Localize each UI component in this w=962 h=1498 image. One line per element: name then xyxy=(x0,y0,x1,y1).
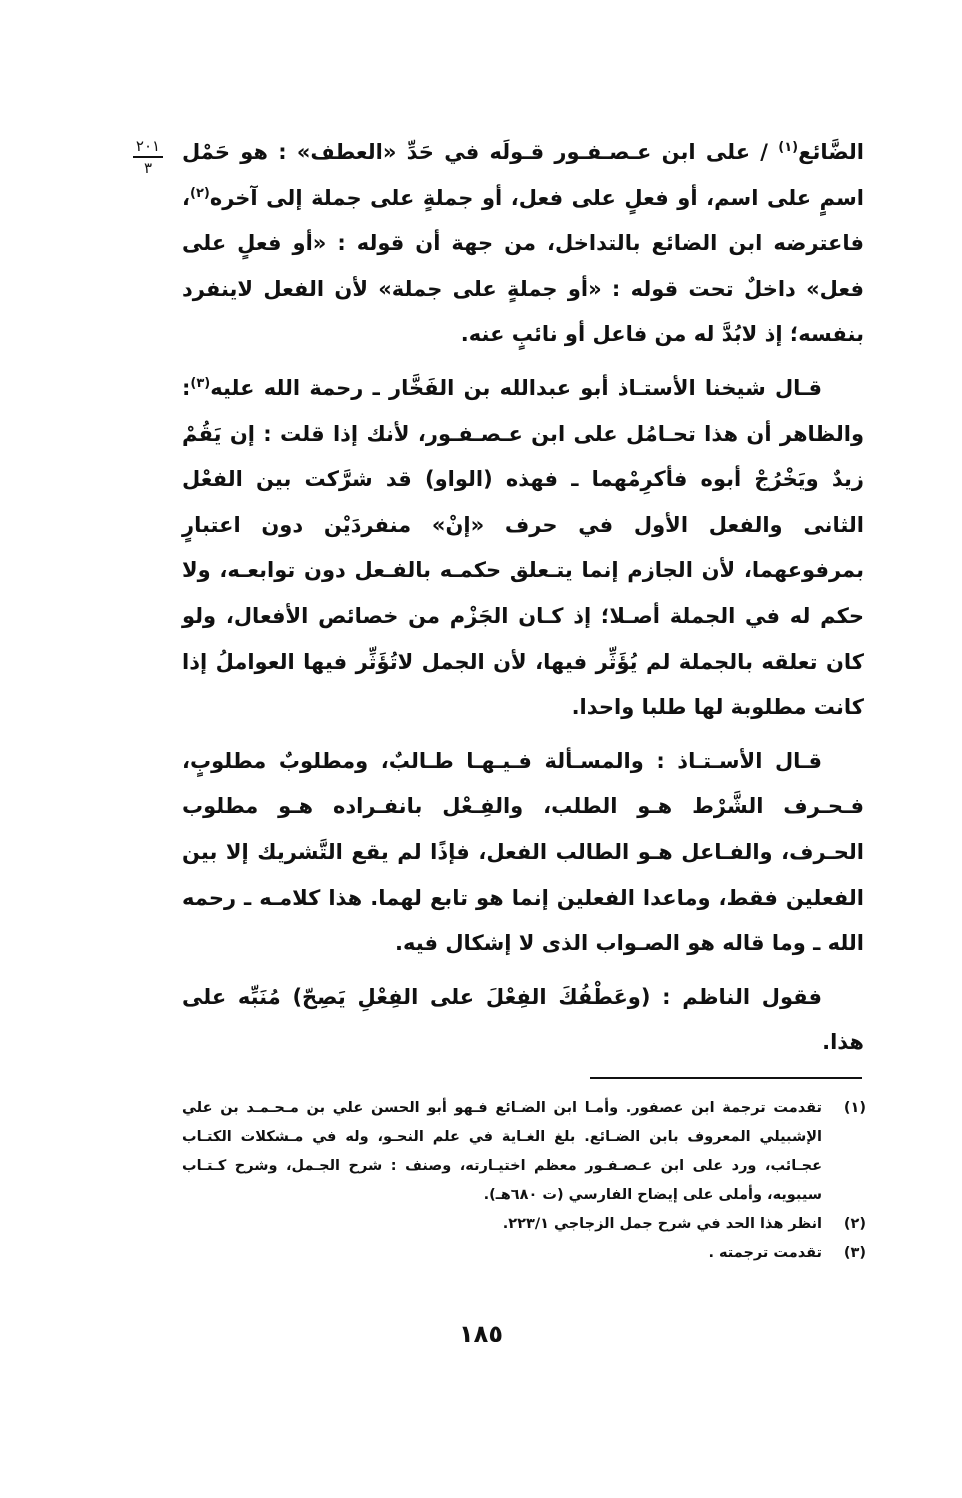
footnote-2 xyxy=(182,1210,866,1239)
paragraph-1-part-2: / على ابن عـصـفـور قـولَه في حَدِّ «العطف» : هو حَمْل اسمٍ على اسم، أو فعلٍ على فعل، أو جملةٍ على جملة إلى آخره xyxy=(182,140,864,210)
margin-reference-rule xyxy=(133,156,163,158)
footnote-2-text: انظر هذا الحد في شرح جمل الزجاجي ٢٢٣/١. xyxy=(502,1216,822,1232)
paragraph-1 xyxy=(182,130,864,358)
margin-reference xyxy=(128,138,168,176)
footnote-ref-2: (٢) xyxy=(189,185,210,201)
paragraph-1-part-1: الضَّائع xyxy=(798,140,864,164)
paragraph-4: فقول الناظم : (وعَطْفُكَ الفِعْلَ على الفِعْلِ يَصِحّ) مُنَبِّه على هذا. xyxy=(182,984,864,1055)
footnote-ref-3: (٣) xyxy=(190,375,211,391)
margin-reference-page: ٢٠١ xyxy=(135,137,161,155)
footnote-3-number: (٣) xyxy=(843,1245,866,1261)
paragraph-2-part-1: قـال شيخنا الأستـاذ أبو عبدالله بن الفَخَّار ـ رحمة الله عليه xyxy=(210,375,822,400)
paragraph-2-part-2: : والظاهر أن هذا تحـامُل على ابن عـصـفـور، لأنك إذا قلت : إن يَقُمْ زيدٌ ويَخْرُجْ أبوه فأكرِمْهما ـ فهذه (الواو) قد شرَّكت بين الفعْل الثانى والفعل الأول في حرف «إنْ» منفردَيْن دون اعتبارٍ بمرفوعهما، لأن الجازم إنما يتـعلق حكمـه بالفـعل دون توابعـه، ولا حكم له في الجملة أصـلا؛ إذ كـان الجَزْم من خصائص الأفعال، ولو كان تعلقه بالجملة لم يُؤَثِّر فيها، لأن الجمل لاتُؤَثِّر فيها العواملُ إذا كانت مطلوبة لها طلبا واحدا. xyxy=(182,375,864,720)
footnote-divider xyxy=(590,1077,862,1079)
paragraph-3: قـال الأسـتـاذ : والمسـألة فـيـهـا طـالبٌ، ومطلوبٌ مطلوبٍ، فـحـرف الشَّرْط هـو الطلب، والفِـعْل بانفـراده هـو مطلوب الحـرف، والفـاعل هـو الطالب الفعل، فإذًا لم يقع التَّشريك إلا بين الفعلين فقط، وماعدا الفعلين إنما هو تابع لهما. هذا كلامـه ـ رحمه الله ـ وما قاله هو الصـواب الذى لا إشكال فيه. xyxy=(182,748,864,956)
footnote-3 xyxy=(182,1239,866,1268)
footnote-3-text: تقدمت ترجمته . xyxy=(708,1245,822,1261)
main-text xyxy=(182,130,864,1066)
paragraph-2 xyxy=(182,366,864,731)
footnote-ref-1: (١) xyxy=(778,140,799,155)
margin-reference-volume: ٣ xyxy=(143,159,153,177)
footnote-1-number: (١) xyxy=(843,1100,866,1116)
footnote-1-text: تقدمت ترجمة ابن عصفور. وأمـا ابن الضـائع فـهو أبو الحسن علي بن مـحـمـد بن علي الإشبيلي المعروف بابن الضـائع. بلغ الغـاية في علم النحـو، وله في مـشكلات الكتـاب عجـائب، ورد على ابن عـصـفـور معظم اختيـارته، وصنف : شرح الجـمل، وشرح كـتـاب سيبويه، وأملى على إيضاح الفارسي (ت ٦٨٠هـ). xyxy=(182,1100,822,1203)
footnote-1 xyxy=(182,1094,866,1210)
footnote-2-number: (٢) xyxy=(843,1216,866,1232)
page-number: ١٨٥ xyxy=(459,1320,503,1348)
paragraph-1-part-3: ، فاعترضه ابن الضائع بالتداخل، من جهة أن قوله : «أو فعلٍ على فعل» داخلٌ تحت قوله : «أو جملةٍ على جملة» لأن الفعل لاينفرد بنفسه؛ إذ لابُدَّ له من فاعل أو نائبٍ عنه. xyxy=(182,185,864,347)
footnotes xyxy=(182,1094,866,1268)
